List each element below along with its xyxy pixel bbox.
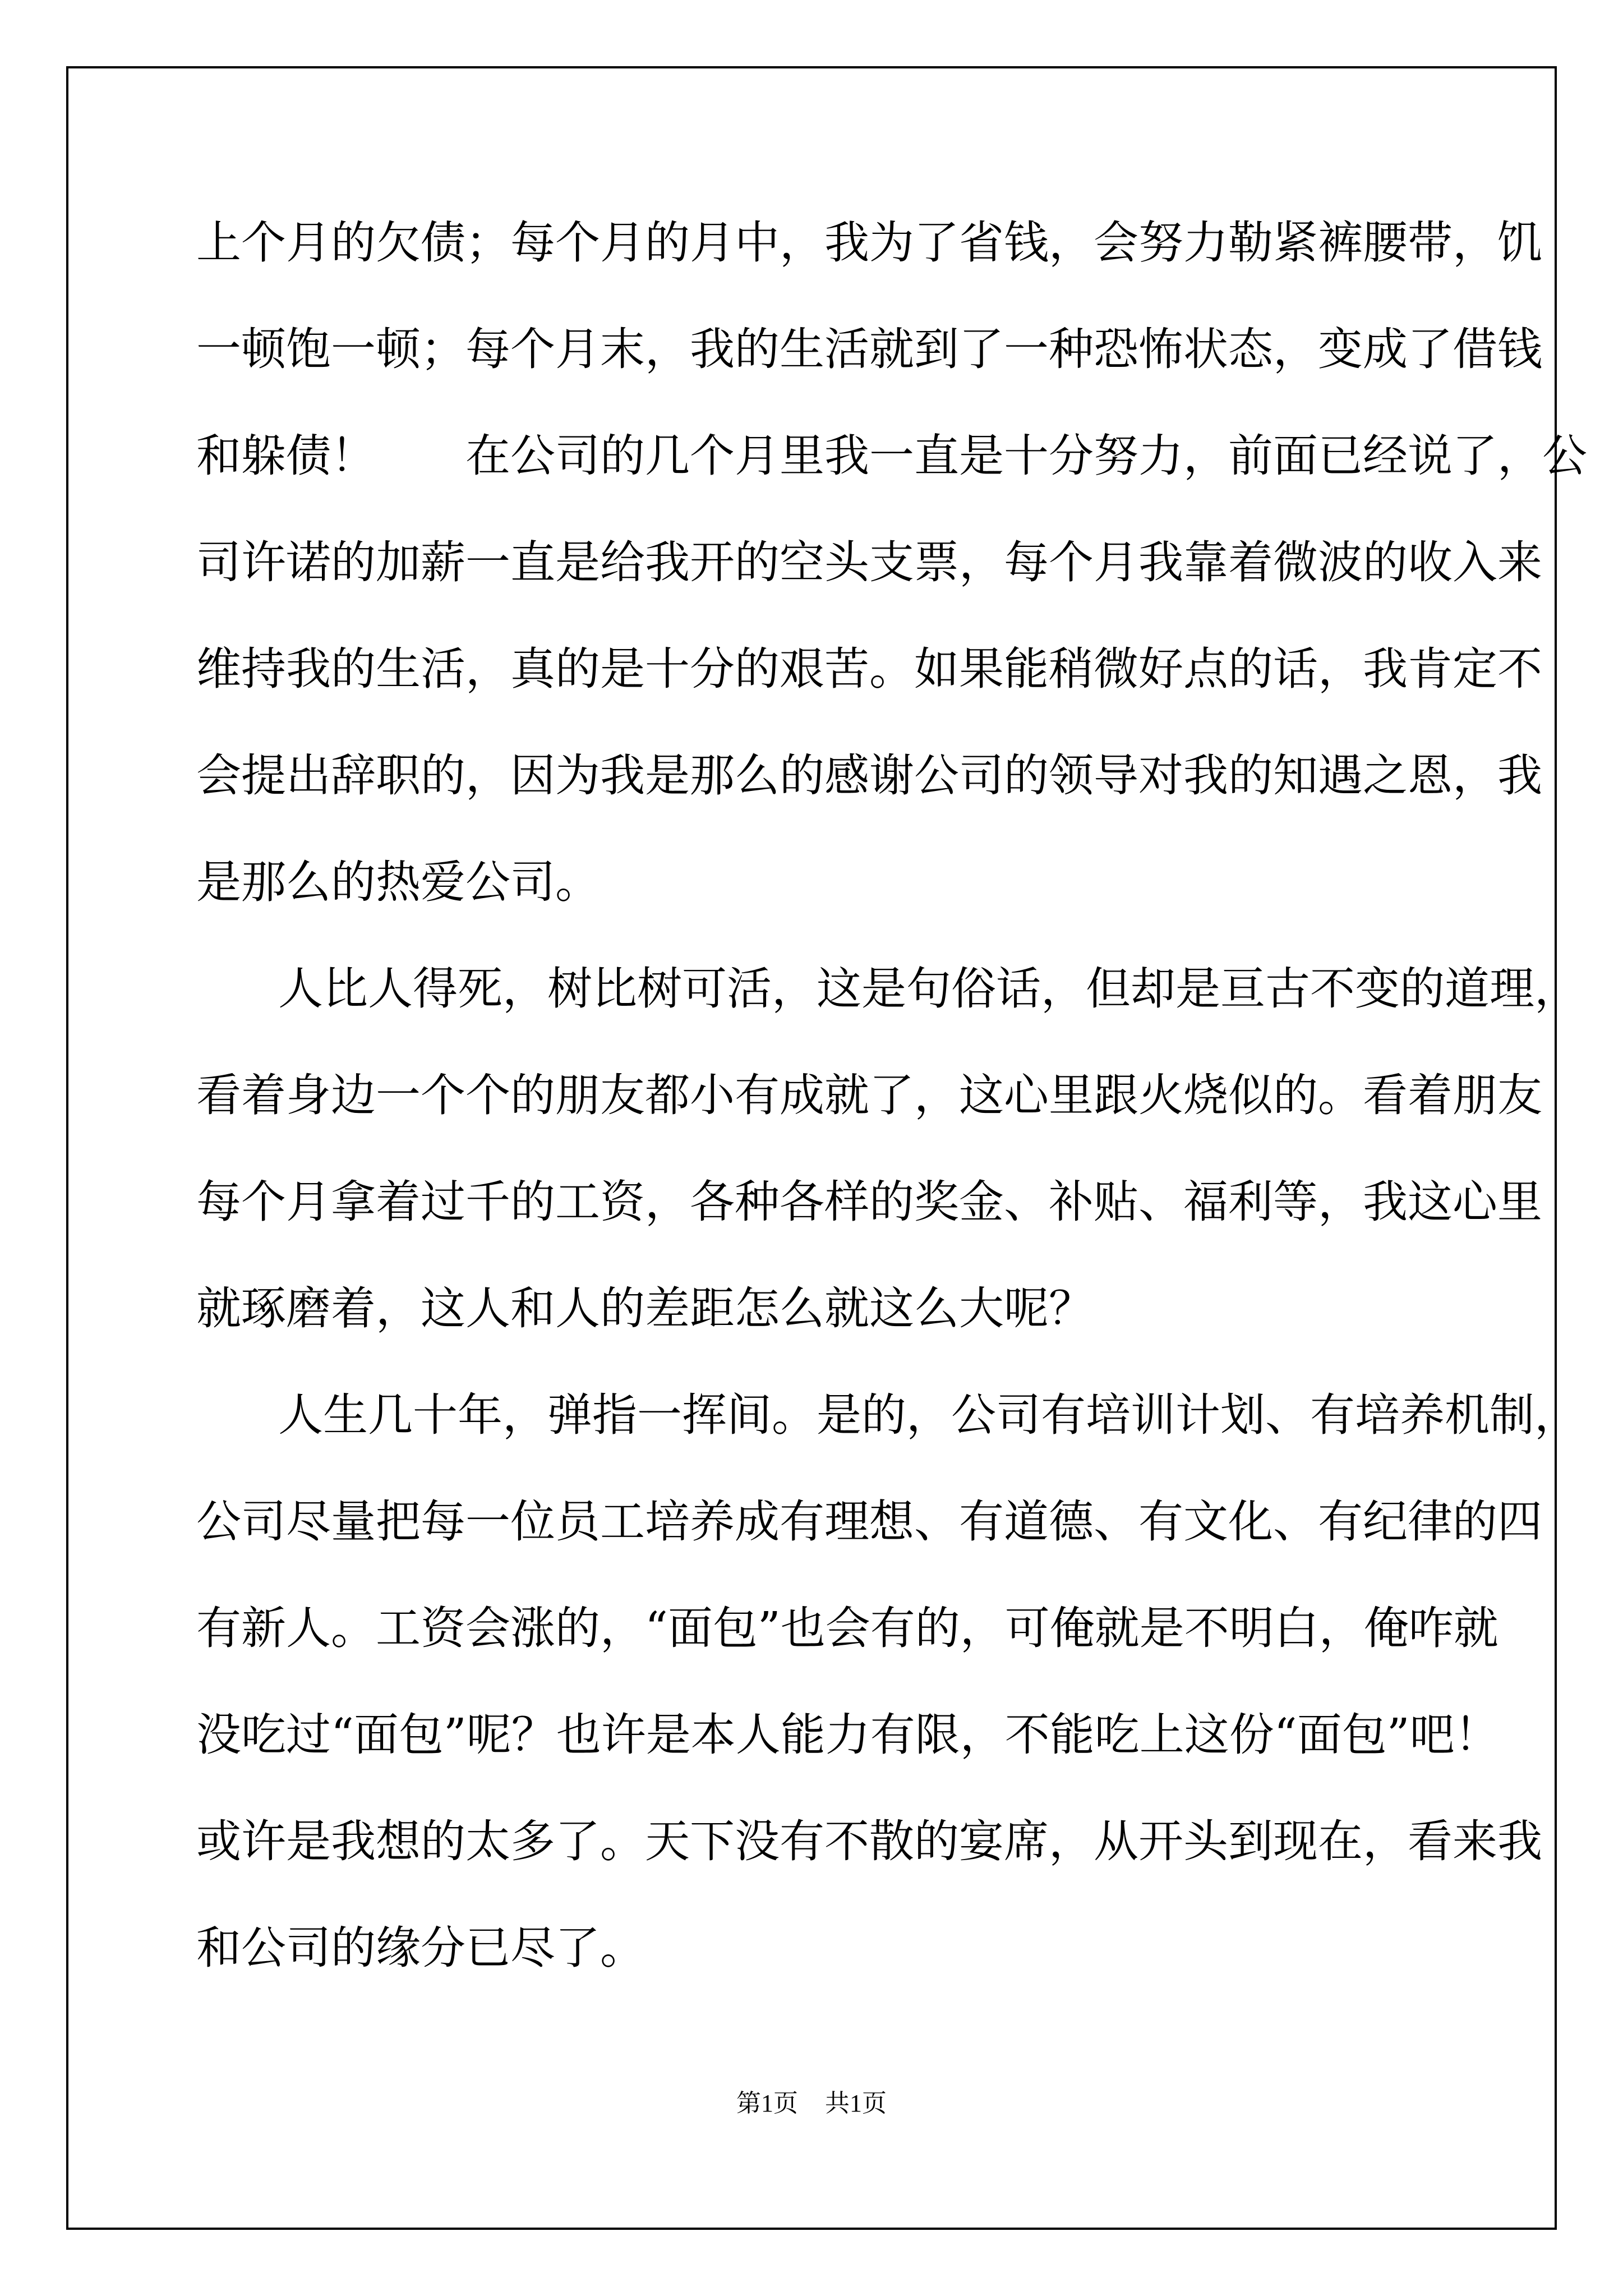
- document-body: [196, 216, 1587, 2028]
- text-line: 一顿饱一顿；每个月末，我的生活就到了一种恐怖状态，变成了借钱: [196, 323, 1542, 375]
- text-line: 会提出辞职的，因为我是那么的感谢公司的领导对我的知遇之恩，我: [196, 749, 1542, 802]
- text-line: 公司尽量把每一位员工培养成有理想、有道德、有文化、有纪律的四: [196, 1496, 1542, 1548]
- paragraph-first-line: 人生几十年，弹指一挥间。是的，公司有培训计划、有培养机制，: [278, 1389, 1579, 1441]
- paragraph-first-line: 人比人得死，树比树可活，这是句俗话，但却是亘古不变的道理，: [278, 963, 1579, 1015]
- text-line: 司许诺的加薪一直是给我开的空头支票，每个月我靠着微波的收入来: [196, 536, 1542, 588]
- text-line: 有新人。工资会涨的，“面包”也会有的，可俺就是不明白，俺咋就: [196, 1602, 1498, 1654]
- text-line: 和躲债！ 在公司的几个月里我一直是十分努力，前面已经说了，公: [196, 430, 1587, 482]
- page-footer: [0, 2087, 1623, 2120]
- text-line: 或许是我想的太多了。天下没有不散的宴席，从开头到现在，看来我: [196, 1815, 1542, 1867]
- page-total: 共1页: [825, 2090, 887, 2117]
- text-line: 上个月的欠债；每个月的月中，我为了省钱，会努力勒紧裤腰带，饥: [196, 217, 1542, 269]
- text-line: 和公司的缘分已尽了。: [196, 1922, 645, 1974]
- text-line: 没吃过“面包”呢？也许是本人能力有限，不能吃上这份“面包”吧！: [196, 1709, 1500, 1761]
- text-line: 维持我的生活，真的是十分的艰苦。如果能稍微好点的话，我肯定不: [196, 643, 1542, 695]
- text-line: 每个月拿着过千的工资，各种各样的奖金、补贴、福利等，我这心里: [196, 1176, 1542, 1228]
- page-number: 第1页: [736, 2090, 798, 2117]
- text-line: 是那么的热爱公司。: [196, 856, 600, 908]
- text-line: 看着身边一个个的朋友都小有成就了，这心里跟火烧似的。看着朋友: [196, 1069, 1542, 1121]
- text-line: 就琢磨着，这人和人的差距怎么就这么大呢？: [196, 1282, 1094, 1335]
